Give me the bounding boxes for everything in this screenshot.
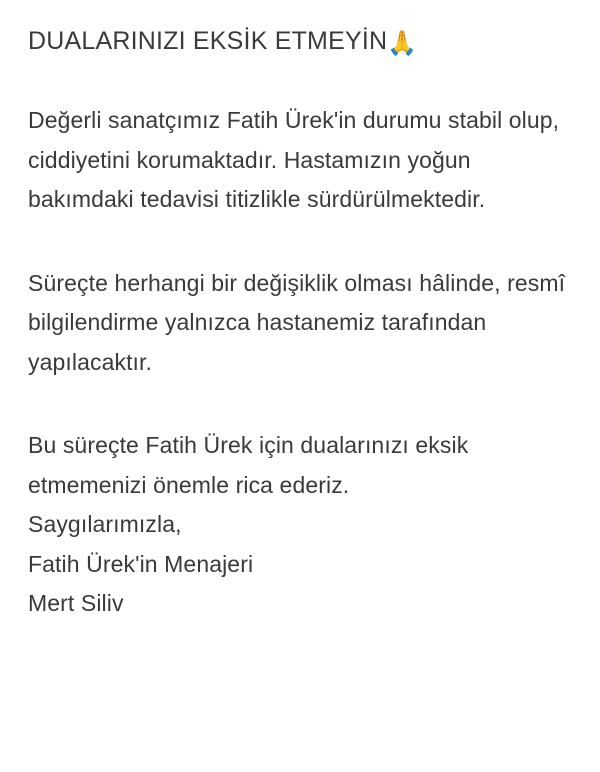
statement-paragraph-3: Bu süreçte Fatih Ürek için dualarınızı eksik etmemenizi önemle rica ederiz. — [28, 432, 469, 498]
signature-name: Mert Siliv — [28, 590, 124, 617]
page-title-text: DUALARINIZI EKSİK ETMEYİN — [28, 27, 388, 55]
signature-block — [28, 505, 570, 624]
folded-hands-icon: 🙏 — [387, 30, 418, 57]
statement-paragraph-2: Süreçte herhangi bir değişiklik olması hâlinde, resmî bilgilendirme yalnızca hastanemiz tarafından yapılacaktır. — [28, 269, 566, 375]
signature-role: Fatih Ürek'in Menajeri — [28, 550, 254, 577]
statement-paragraph-1: Değerli sanatçımız Fatih Ürek'in durumu stabil olup, ciddiyetini korumaktadır. Hastamızın yoğun bakımdaki tedavisi titizlikle sürdürülmektedir. — [28, 107, 560, 213]
signature-closing: Saygılarımızla, — [28, 511, 182, 538]
page-title — [28, 26, 570, 59]
